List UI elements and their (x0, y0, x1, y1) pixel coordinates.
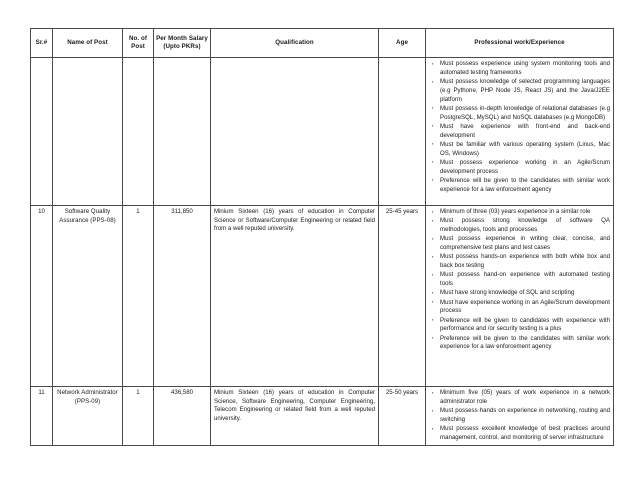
cell-experience (426, 387, 614, 446)
experience-list-item: ▪ Must possess excellent knowledge of best practices around management, control, and monitoring of server infrastructure (440, 425, 610, 443)
experience-list-item: ▪ Must have experience with front-end and back-end development (440, 123, 610, 141)
experience-list (429, 208, 610, 352)
posts-table-container (30, 28, 613, 446)
experience-list-item: ▪ Must have strong knowledge of SQL and scripting (440, 289, 610, 298)
posts-table (30, 28, 614, 446)
cell-qualification: Minium Sixteen (16) years of education in Computer Science, Software Engineering, Computer Engineering, Telecom Engineering or related field from a well reputed university. (211, 387, 379, 446)
cell-qualification (211, 58, 379, 206)
experience-list-item: ▪ Must possess experience working in an Agile/Scrum development process (440, 159, 610, 177)
column-header-no-of-post: No. of Post (123, 29, 154, 58)
cell-sr (31, 58, 53, 206)
cell-no-of-post (123, 58, 154, 206)
experience-list-item: ▪ Preference will be given to the candidates with similar work experience for a law enforcement agency (440, 335, 610, 353)
experience-list-item: ▪ Must possess experience in writing clear, concise, and comprehensive test plans and test cases (440, 235, 610, 253)
table-body (31, 58, 614, 446)
experience-list (429, 60, 610, 194)
column-header-salary: Per Month Salary (Upto PKRs) (154, 29, 211, 58)
table-row (31, 58, 614, 206)
experience-list-item: ▪ Must possess in-depth knowledge of relational databases (e.g PostgreSQL, MySQL) and NoSQL databases (e.g MongoDB) (440, 105, 610, 123)
experience-list-item: ▪ Must possess knowledge of selected programming languages (e.g Pythone, PHP Node JS, React JS) and the Java/J2EE platform (440, 78, 610, 104)
cell-qualification: Minium Sixteen (16) years of education in Computer Science or Software/Computer Engineering or related field from a well reputed university. (211, 206, 379, 387)
cell-experience (426, 58, 614, 206)
experience-list (429, 389, 610, 443)
column-header-name-of-post: Name of Post (53, 29, 123, 58)
experience-list-item: ▪ Preference will be given to candidates with experience with performance and /or security testing is a plus (440, 317, 610, 335)
cell-name-of-post (53, 58, 123, 206)
experience-list-item: ▪ Preference will be given to the candidates with similar work experience for a law enforcement agency (440, 177, 610, 195)
cell-salary: 436,580 (154, 387, 211, 446)
cell-sr: 10 (31, 206, 53, 387)
column-header-qualification: Qualification (211, 29, 379, 58)
cell-sr: 11 (31, 387, 53, 446)
table-row (31, 206, 614, 387)
cell-no-of-post: 1 (123, 206, 154, 387)
cell-age: 25-45 years (379, 206, 426, 387)
cell-salary (154, 58, 211, 206)
column-header-age: Age (379, 29, 426, 58)
cell-name-of-post: Network Administrator (PPS-09) (53, 387, 123, 446)
cell-age (379, 58, 426, 206)
cell-name-of-post: Software Quality Assurance (PPS-08) (53, 206, 123, 387)
experience-list-item: ▪ Must have experience working in an Agile/Scrum development process (440, 299, 610, 317)
experience-list-item: ▪ Must possess hand-on experience with automated testing tools (440, 271, 610, 289)
experience-list-item: ▪ Must possess strong knowledge of software QA methodologies, tools and processes (440, 217, 610, 235)
column-header-experience: Professional work/Experience (426, 29, 614, 58)
experience-list-item: ▪ Must possess hands on experience in networking, routing and switching (440, 407, 610, 425)
experience-list-item: ▪ Must possess experience using system monitoring tools and automated testing frameworks (440, 60, 610, 78)
cell-no-of-post: 1 (123, 387, 154, 446)
column-header-sr: Sr.# (31, 29, 53, 58)
experience-list-item: ▪ Must possess hands-on experience with both white box and back box testing (440, 253, 610, 271)
cell-age: 25-50 years (379, 387, 426, 446)
experience-list-item: ▪ Minimum five (05) years of work experience in a network administrator role (440, 389, 610, 407)
cell-experience (426, 206, 614, 387)
experience-list-item: ▪ Minimum of three (03) years experience in a similar role (440, 208, 610, 217)
table-header-row (31, 29, 614, 58)
table-row (31, 387, 614, 446)
experience-list-item: ▪ Must be familiar with various operating system (Linus, Mac OS, Windows) (440, 141, 610, 159)
table-header (31, 29, 614, 58)
cell-salary: 311,850 (154, 206, 211, 387)
